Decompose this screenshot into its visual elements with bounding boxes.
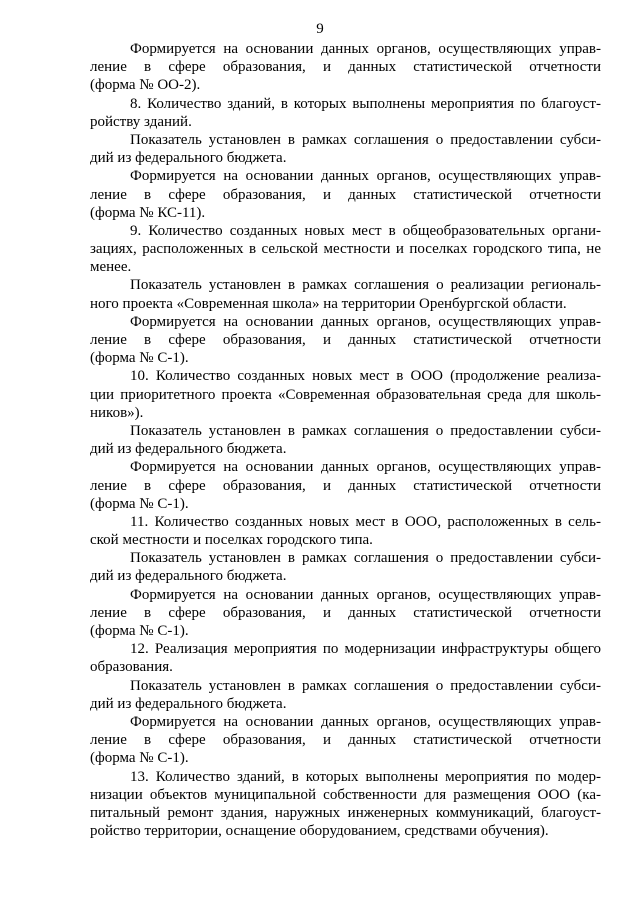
text-line: менее. — [90, 259, 132, 276]
text-line: 11. Количество созданных новых мест в ООО, расположенных в сель- — [130, 513, 601, 530]
page-number: 9 — [316, 21, 324, 37]
text-line: зациях, расположенных в сельской местности и поселках городского типа, не — [90, 241, 601, 258]
text-line: (форма № С-1). — [90, 495, 189, 512]
paragraph — [90, 713, 601, 768]
paragraph — [90, 513, 601, 549]
text-line: ройство территории, оснащение оборудованием, средствами обучения). — [90, 823, 549, 840]
text-line: ройству зданий. — [90, 113, 192, 130]
text-line: 9. Количество созданных новых мест в общеобразовательных органи- — [130, 222, 601, 239]
paragraph — [90, 167, 601, 222]
text-line: 13. Количество зданий, в которых выполнены мероприятия по модер- — [130, 768, 601, 785]
text-line: Показатель установлен в рамках соглашения о реализации региональ- — [130, 277, 601, 294]
text-line: Показатель установлен в рамках соглашения о предоставлении субси- — [130, 677, 601, 694]
text-line: Формируется на основании данных органов, осуществляющих управ- — [130, 713, 601, 730]
text-line: Формируется на основании данных органов, осуществляющих управ- — [130, 168, 601, 185]
text-line: образования. — [90, 659, 173, 676]
text-line: дий из федерального бюджета. — [90, 441, 287, 458]
text-line: ции приоритетного проекта «Современная образовательная среда для школь- — [90, 386, 601, 403]
text-line: Формируется на основании данных органов, осуществляющих управ- — [130, 586, 601, 603]
paragraph — [90, 677, 601, 713]
text-line: Формируется на основании данных органов, осуществляющих управ- — [130, 313, 601, 330]
paragraph — [90, 313, 601, 368]
text-line: (форма № С-1). — [90, 623, 189, 639]
paragraph — [90, 586, 601, 641]
paragraph — [90, 131, 601, 167]
document-body — [90, 40, 601, 840]
paragraph — [90, 458, 601, 513]
text-line: ников»). — [90, 404, 144, 421]
text-line: Показатель установлен в рамках соглашения о предоставлении субси- — [130, 550, 601, 567]
text-line: ного проекта «Современная школа» на территории Оренбургской области. — [90, 295, 567, 312]
paragraph — [90, 640, 601, 676]
text-line: (форма № С-1). — [90, 350, 189, 367]
text-line: (форма № ОО-2). — [90, 77, 201, 94]
text-line: дий из федерального бюджета. — [90, 150, 287, 167]
paragraph — [90, 422, 601, 458]
text-line: 10. Количество созданных новых мест в ООО (продолжение реализа- — [130, 368, 601, 385]
paragraph — [90, 40, 601, 95]
text-line: 8. Количество зданий, в которых выполнены мероприятия по благоуст- — [130, 95, 601, 112]
text-line: низации объектов муниципальной собственности для размещения ООО (ка- — [90, 786, 601, 803]
text-line: (форма № С-1). — [90, 750, 189, 767]
text-line: ление в сфере образования, и данных статистической отчетности — [90, 732, 601, 749]
text-line: Формируется на основании данных органов, осуществляющих управ- — [130, 41, 601, 57]
paragraph — [90, 367, 601, 422]
text-line: Показатель установлен в рамках соглашения о предоставлении субси- — [130, 131, 601, 148]
text-line: 12. Реализация мероприятия по модернизации инфраструктуры общего — [130, 641, 601, 658]
paragraph — [90, 549, 601, 585]
text-line: (форма № КС-11). — [90, 204, 206, 221]
text-line: ление в сфере образования, и данных статистической отчетности — [90, 477, 601, 494]
text-line: ление в сфере образования, и данных статистической отчетности — [90, 186, 601, 203]
paragraph — [90, 276, 601, 312]
paragraph — [90, 768, 601, 841]
text-line: ление в сфере образования, и данных статистической отчетности — [90, 59, 601, 76]
text-line: ление в сфере образования, и данных статистической отчетности — [90, 332, 601, 348]
text-line: Формируется на основании данных органов, осуществляющих управ- — [130, 459, 601, 476]
paragraph — [90, 222, 601, 277]
text-line: Показатель установлен в рамках соглашения о предоставлении субси- — [130, 422, 601, 439]
text-line: дий из федерального бюджета. — [90, 695, 287, 712]
paragraph — [90, 95, 601, 131]
text-line: питальный ремонт здания, наружных инженерных коммуникаций, благоуст- — [90, 804, 601, 821]
text-line: ской местности и поселках городского типа. — [90, 532, 373, 549]
text-line: дий из федерального бюджета. — [90, 568, 287, 585]
text-line: ление в сфере образования, и данных статистической отчетности — [90, 604, 601, 621]
